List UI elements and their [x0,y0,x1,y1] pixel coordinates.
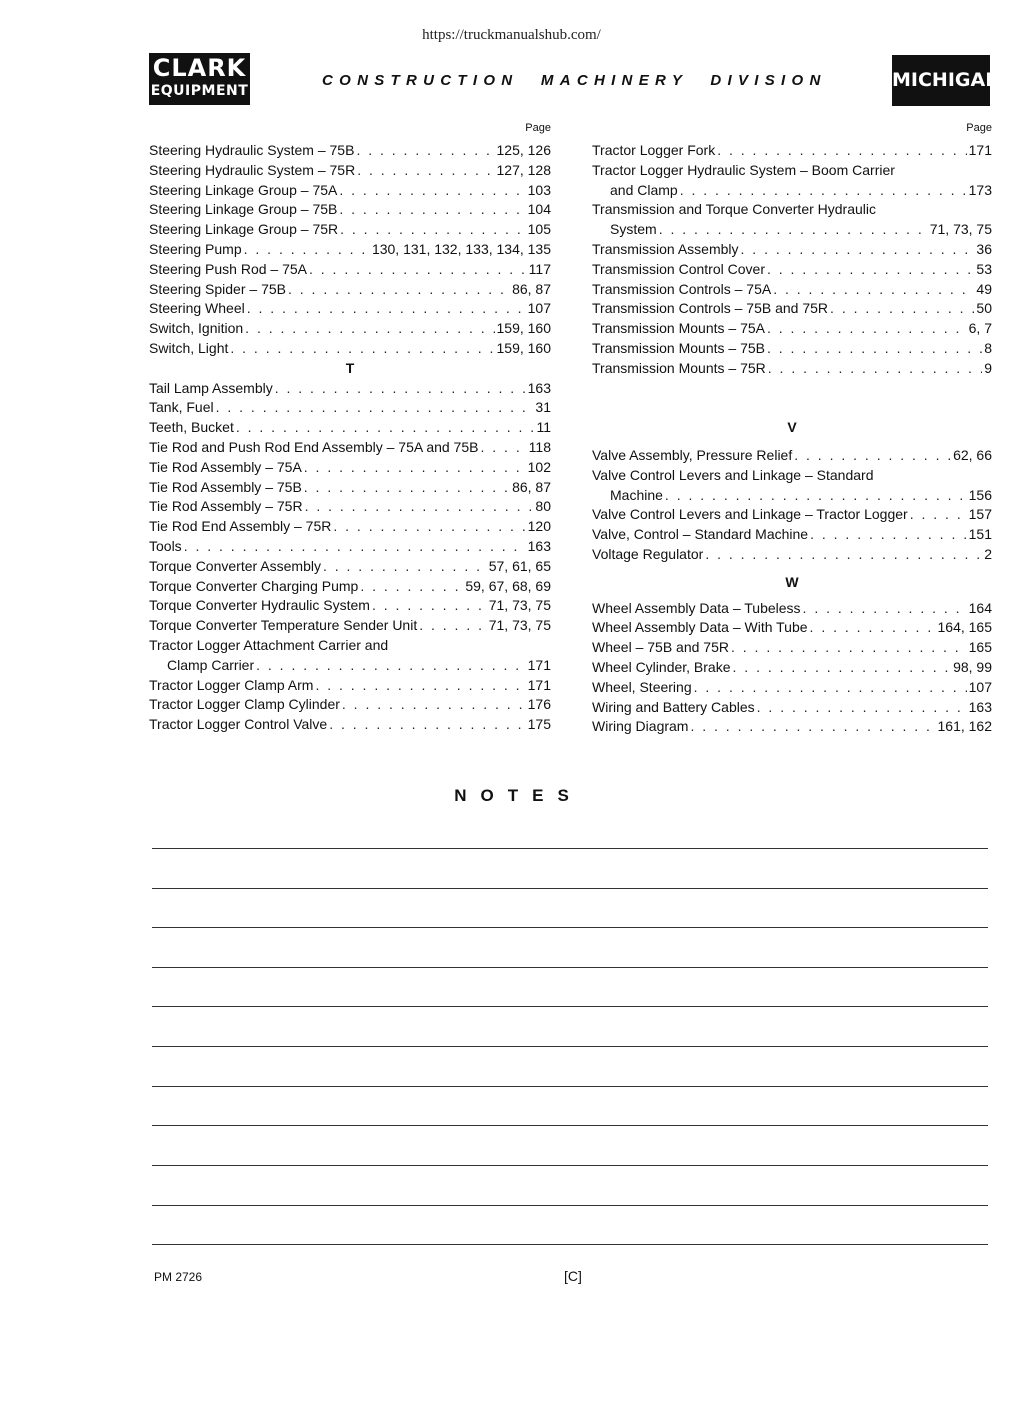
dot-leader [357,161,494,181]
index-entry-page: 159, 160 [496,339,551,356]
index-entry-label: Voltage Regulator [592,545,704,562]
index-entry-page: 80 [535,498,551,515]
index-entry [149,280,551,300]
index-entry-label: Torque Converter Temperature Sender Unit [149,617,418,634]
index-entry-page: 151 [968,526,992,543]
index-entry [592,638,992,658]
index-entry-page: 163 [968,698,992,715]
index-entry [149,260,551,280]
index-entry-label: Tail Lamp Assembly [149,379,273,396]
index-group-s [149,141,551,359]
index-entry-page: 156 [968,486,992,503]
index-entry-label: Tractor Logger Fork [592,142,716,158]
index-entry [149,141,551,161]
index-entry-label: Wheel – 75B and 75R [592,639,729,656]
index-entry-page: 98, 99 [953,658,992,675]
index-entry-label: Tie Rod End Assembly – 75R [149,518,332,535]
index-entry-label: Steering Linkage Group – 75A [149,181,338,198]
index-entry-label: Torque Converter Charging Pump [149,577,359,594]
index-entry-label: Machine [610,486,663,503]
index-entry-page: 164, 165 [937,619,992,636]
index-group-t-continued [592,141,992,379]
dot-leader [288,280,510,300]
dot-leader [803,599,967,619]
dot-leader [810,618,936,638]
index-entry-label: Tie Rod Assembly – 75B [149,478,302,495]
index-entry [149,557,551,577]
section-letter-v: V [787,419,797,436]
index-entry-page: 9 [984,359,992,376]
index-entry-label: Tractor Logger Hydraulic System – Boom Carrier [592,161,895,178]
dot-leader [216,398,534,418]
dot-leader [184,537,526,557]
source-url: https://truckmanualshub.com/ [422,27,601,43]
index-entry [592,658,992,678]
index-column-left [149,121,551,735]
index-entry-page: 71, 73, 75 [488,597,551,614]
index-entry-label: Tractor Logger Attachment Carrier and [149,636,389,653]
index-entry-page: 120 [527,518,551,535]
note-line [152,1046,988,1047]
index-entry-page: 171 [527,656,551,673]
dot-leader [830,299,974,319]
index-entry [592,260,992,280]
index-entry [149,577,551,597]
dot-leader [315,676,525,696]
index-entry-label: Steering Pump [149,240,242,257]
index-entry-label: Valve Control Levers and Linkage – Standard [592,466,874,483]
section-letter-t: T [345,359,355,376]
dot-leader [305,497,534,517]
index-entry-label: Steering Linkage Group – 75B [149,201,338,218]
index-entry-label: Transmission Mounts – 75R [592,359,766,376]
dot-leader [757,698,967,718]
index-entry [149,695,551,715]
index-entry [592,220,992,240]
dot-leader [705,545,982,565]
index-entry-page: 6, 7 [968,320,992,337]
dot-leader [323,557,487,577]
index-entry-page: 163 [527,537,551,554]
index-entry-label: Tractor Logger Clamp Arm [149,676,314,693]
note-line [152,927,988,928]
dot-leader [360,577,463,597]
note-line [152,1244,988,1245]
index-entry-page: 31 [535,399,551,416]
division-title: CONSTRUCTION MACHINERY DIVISION [322,72,827,89]
index-entry [592,545,992,565]
index-entry-page: 11 [536,419,551,436]
dot-leader [245,319,494,339]
index-entry-page: 71, 73, 75 [488,617,551,634]
index-entry-page: 164 [968,599,992,616]
note-line [152,1006,988,1007]
index-entry-label: Wheel Assembly Data – With Tube [592,619,808,636]
dot-leader [275,379,526,399]
index-entry-page: 117 [528,260,551,277]
dot-leader [339,200,525,220]
index-entry-label: Teeth, Bucket [149,419,234,436]
index-entry-label: Tractor Logger Clamp Cylinder [149,696,340,713]
index-entry-page: 103 [527,181,551,198]
index-entry [149,715,551,735]
index-entry-label: System [610,221,657,238]
dot-leader [356,141,494,161]
note-line [152,1125,988,1126]
dot-leader [340,220,526,240]
index-entry [592,280,992,300]
index-entry-page: 2 [984,545,992,562]
index-entry-page: 86, 87 [512,478,551,495]
dot-leader [304,458,526,478]
dot-leader [690,717,935,737]
index-entry-page: 130, 131, 132, 133, 134, 135 [371,240,551,257]
index-entry-label: Switch, Ignition [149,320,244,337]
index-entry-label: Tractor Logger Control Valve [149,716,328,733]
index-entry-label: Transmission Mounts – 75A [592,320,765,337]
index-entry [149,616,551,636]
index-entry-page: 163 [527,379,551,396]
index-entry [592,599,992,619]
dot-leader [256,656,526,676]
index-entry-label: Wheel Cylinder, Brake [592,658,731,675]
index-entry [592,717,992,737]
index-entry [149,161,551,181]
dot-leader [304,478,510,498]
dot-leader [244,240,370,260]
dot-leader [910,505,967,525]
index-entry-label: Tools [149,537,182,554]
index-entry-page: 62, 66 [953,446,992,463]
dot-leader [339,181,525,201]
dot-leader [767,319,967,339]
dot-leader [810,525,967,545]
index-entry [592,181,992,201]
index-entry-label: Tie Rod and Push Rod End Assembly – 75A and 75B [149,438,479,455]
index-entry-label: Tie Rod Assembly – 75A [149,458,302,475]
dot-leader [329,715,525,735]
index-entry-page: 173 [968,181,992,198]
index-entry [592,161,992,181]
index-entry-page: 171 [527,676,551,693]
index-entry [149,240,551,260]
index-entry [149,478,551,498]
index-entry-label: Transmission Assembly [592,240,739,257]
index-entry-label: Valve Assembly, Pressure Relief [592,446,793,463]
index-entry [592,240,992,260]
dot-leader [236,418,535,438]
index-entry-page: 175 [527,716,551,733]
index-entry-page: 157 [968,506,992,523]
index-entry [149,497,551,517]
index-entry-page: 8 [984,339,992,356]
index-entry-page: 71, 73, 75 [929,221,992,238]
dot-leader [419,616,487,636]
note-line [152,848,988,849]
note-line [152,1086,988,1087]
index-entry [592,505,992,525]
index-entry-label: Wheel, Steering [592,678,692,695]
dot-leader [773,280,974,300]
index-group-w [592,599,992,738]
dot-leader [717,141,966,161]
index-entry [149,517,551,537]
index-entry-label: and Clamp [610,181,678,198]
index-entry-page: 161, 162 [937,718,992,735]
index-entry-label: Valve Control Levers and Linkage – Tractor Logger [592,506,908,523]
index-entry [592,446,992,466]
index-entry-label: Valve, Control – Standard Machine [592,526,809,543]
index-entry-label: Torque Converter Assembly [149,557,321,574]
index-entry-page: 125, 126 [496,142,551,158]
index-group-v [592,446,992,565]
index-entry [592,698,992,718]
page-column-heading: Page [525,122,551,134]
index-entry-label: Steering Spider – 75B [149,280,286,297]
index-column-right [592,121,992,737]
dot-leader [309,260,527,280]
index-entry-label: Transmission Control Cover [592,260,765,277]
note-line [152,967,988,968]
index-entry [592,359,992,379]
index-entry [149,220,551,240]
note-line [152,1165,988,1166]
dot-leader [733,658,952,678]
index-entry [149,319,551,339]
index-entry-page: 102 [527,458,551,475]
notes-heading: NOTES [454,786,583,805]
index-group-t [149,379,551,735]
dot-leader [659,220,928,240]
index-entry-page: 86, 87 [512,280,551,297]
dot-leader [372,596,487,616]
index-entry [592,466,992,486]
dot-leader [480,438,526,458]
index-entry-label: Steering Wheel [149,300,245,317]
index-entry-page: 59, 67, 68, 69 [465,577,551,594]
index-entry-page: 107 [968,678,992,695]
index-entry-label: Steering Linkage Group – 75R [149,221,339,238]
index-entry-page: 36 [976,240,992,257]
index-entry-label: Switch, Light [149,339,229,356]
index-entry-label: Transmission and Torque Converter Hydraulic [592,201,877,218]
dot-leader [333,517,525,537]
michigan-logo: MICHIGAN [892,55,990,106]
index-entry [592,525,992,545]
index-entry [592,141,992,161]
index-entry [592,299,992,319]
index-entry-label: Wiring and Battery Cables [592,698,755,715]
dot-leader [230,339,494,359]
index-entry [149,299,551,319]
index-entry-page: 53 [976,260,992,277]
index-entry-page: 127, 128 [496,161,551,178]
index-entry [149,418,551,438]
dot-leader [794,446,951,466]
index-entry-page: 104 [527,201,551,218]
index-entry [592,618,992,638]
index-entry-page: 176 [527,696,551,713]
index-entry [592,486,992,506]
index-entry-label: Transmission Mounts – 75B [592,339,765,356]
index-entry [592,678,992,698]
index-entry-label: Transmission Controls – 75B and 75R [592,300,829,317]
index-entry-label: Tie Rod Assembly – 75R [149,498,303,515]
dot-leader [741,240,975,260]
index-entry [149,458,551,478]
index-entry [149,339,551,359]
section-letter-w: W [785,573,799,590]
clark-equipment-logo [149,53,250,105]
index-entry [149,398,551,418]
note-line [152,1205,988,1206]
index-entry [592,200,992,220]
index-entry-label: Wiring Diagram [592,718,689,735]
index-entry-page: 57, 61, 65 [488,557,551,574]
index-entry [149,200,551,220]
index-entry-page: 171 [968,142,992,158]
note-line [152,888,988,889]
index-entry [149,676,551,696]
index-entry-page: 159, 160 [496,320,551,337]
index-entry-page: 165 [968,639,992,656]
document-code: PM 2726 [154,1270,203,1284]
index-entry-label: Clamp Carrier [167,656,255,673]
dot-leader [680,181,967,201]
index-entry [149,438,551,458]
page-column-heading: Page [966,122,992,134]
index-entry [149,656,551,676]
dot-leader [767,339,982,359]
dot-leader [665,486,967,506]
index-entry-label: Torque Converter Hydraulic System [149,597,370,614]
index-entry [149,596,551,616]
index-entry [592,339,992,359]
index-entry-label: Tank, Fuel [149,399,214,416]
page-marker: [C] [564,1268,582,1284]
index-entry-label: Wheel Assembly Data – Tubeless [592,599,801,616]
dot-leader [694,678,967,698]
index-entry [149,181,551,201]
index-entry [149,379,551,399]
clark-logo-line2: EQUIPMENT [150,83,249,99]
dot-leader [768,359,982,379]
dot-leader [731,638,967,658]
index-entry [149,636,551,656]
index-entry-page: 105 [527,221,551,238]
index-entry-label: Steering Hydraulic System – 75R [149,161,356,178]
clark-logo-line1: CLARK [152,54,247,82]
dot-leader [342,695,526,715]
dot-leader [247,299,526,319]
index-entry-page: 107 [527,300,551,317]
dot-leader [767,260,974,280]
index-entry [149,537,551,557]
index-entry-label: Steering Push Rod – 75A [149,260,307,277]
index-entry [592,319,992,339]
index-entry-label: Transmission Controls – 75A [592,280,772,297]
index-entry-page: 50 [976,300,992,317]
index-entry-page: 118 [528,438,551,455]
index-entry-label: Steering Hydraulic System – 75B [149,142,355,158]
index-entry-page: 49 [976,280,992,297]
